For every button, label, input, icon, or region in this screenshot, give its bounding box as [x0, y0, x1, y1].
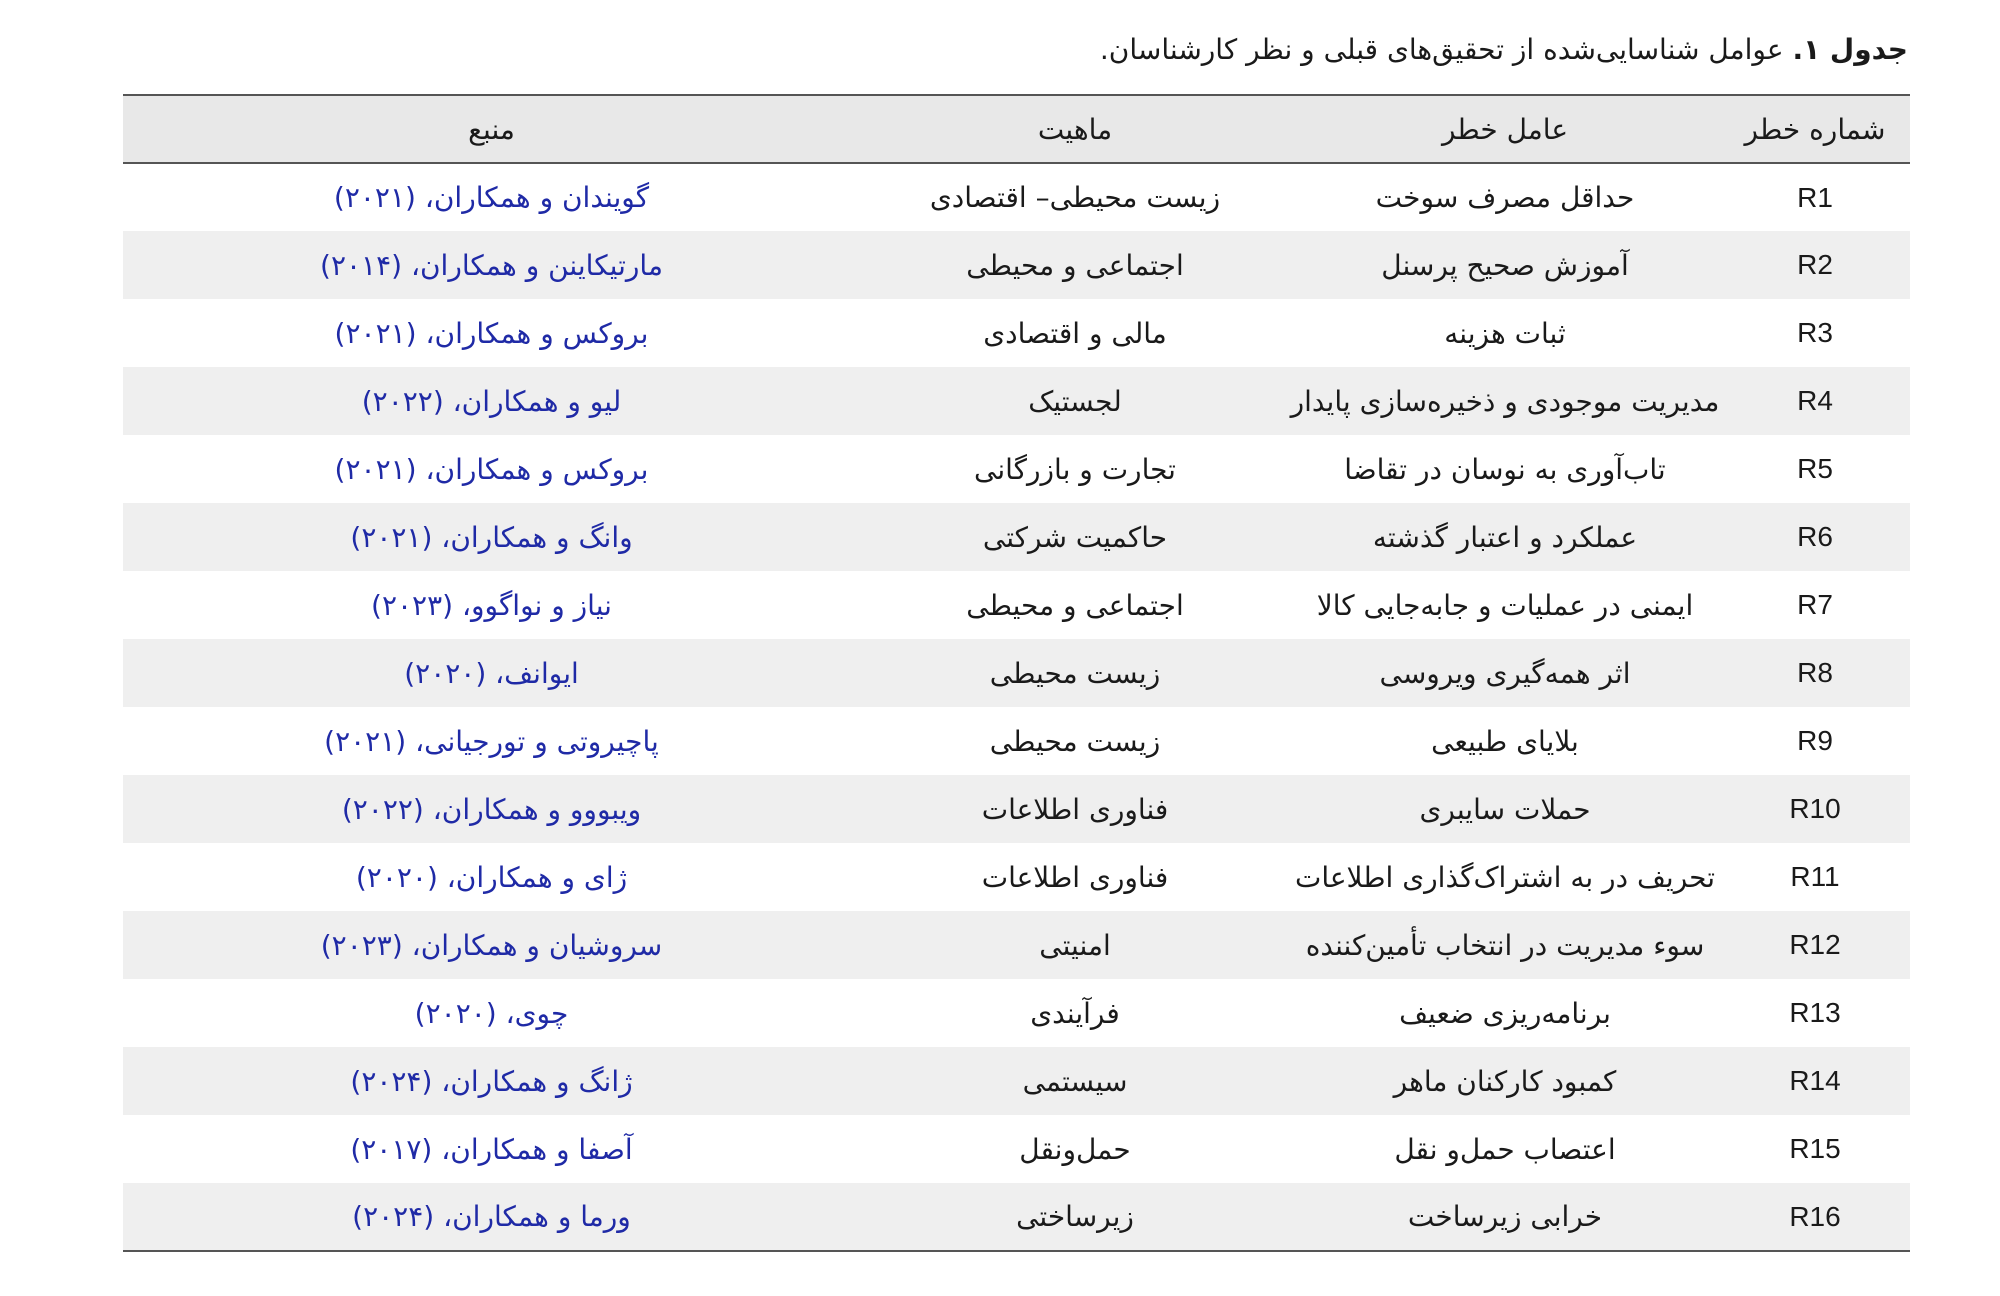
caption-text: عوامل شناسایی‌شده از تحقیق‌های قبلی و نظر کارشناسان.: [1099, 33, 1784, 66]
table-row: [123, 503, 1910, 571]
source-citation-link[interactable]: پاچیروتی و تورجیانی، (۲۰۲۱): [324, 724, 659, 758]
risk-number-cell: R7: [1797, 589, 1833, 620]
table-row: [123, 639, 1910, 707]
table-row: [123, 435, 1910, 503]
nature-cell: زیرساختی: [1016, 1200, 1134, 1233]
table-row: [123, 979, 1910, 1047]
source-citation-link[interactable]: لیو و همکاران، (۲۰۲۲): [361, 384, 622, 418]
table-row: [123, 231, 1910, 299]
source-citation-link[interactable]: وانگ و همکاران، (۲۰۲۱): [350, 520, 633, 554]
nature-cell: اجتماعی و محیطی: [966, 248, 1184, 282]
nature-cell: زیست محیطی: [989, 656, 1161, 690]
source-citation-link[interactable]: ویبووو و همکاران، (۲۰۲۲): [341, 792, 642, 826]
nature-cell: سیستمی: [1022, 1064, 1128, 1098]
risk-factor-cell: اعتصاب حمل‌و نقل: [1394, 1132, 1616, 1166]
risk-factor-cell: مدیریت موجودی و ذخیره‌سازی پایدار: [1290, 384, 1720, 418]
risk-factor-cell: سوء مدیریت در انتخاب تأمین‌کننده: [1305, 928, 1705, 962]
risk-factor-cell: اثر همه‌گیری ویروسی: [1379, 656, 1631, 690]
table-row: [123, 1183, 1910, 1251]
table-row: [123, 707, 1910, 775]
risk-factor-cell: بلایای طبیعی: [1431, 724, 1579, 758]
nature-cell: حمل‌ونقل: [1019, 1132, 1131, 1166]
nature-cell: زیست محیطی– اقتصادی: [929, 181, 1221, 214]
risk-factor-cell: تحریف در به اشتراک‌گذاری اطلاعات: [1294, 860, 1716, 894]
nature-cell: امنیتی: [1039, 928, 1111, 962]
risk-number-cell: R1: [1797, 181, 1833, 213]
risk-number-cell: R6: [1797, 521, 1833, 552]
risk-number-cell: R16: [1789, 1200, 1841, 1232]
nature-cell: حاکمیت شرکتی: [982, 520, 1168, 554]
table-row: [123, 911, 1910, 979]
risk-number-cell: R8: [1797, 657, 1833, 688]
nature-cell: مالی و اقتصادی: [983, 316, 1167, 350]
nature-cell: فرآیندی: [1030, 996, 1120, 1030]
risk-factor-cell: حملات سایبری: [1419, 792, 1591, 826]
risk-number-cell: R2: [1797, 249, 1833, 280]
risk-number-cell: R5: [1797, 453, 1833, 484]
source-citation-link[interactable]: ایوانف، (۲۰۲۰): [404, 656, 579, 690]
risk-factor-cell: ثبات هزینه: [1444, 316, 1566, 350]
nature-cell: فناوری اطلاعات: [981, 860, 1169, 894]
risk-factors-table: [123, 94, 1910, 1252]
nature-cell: زیست محیطی: [989, 724, 1161, 758]
source-citation-link[interactable]: ژانگ و همکاران، (۲۰۲۴): [350, 1064, 633, 1098]
risk-number-cell: R13: [1789, 997, 1841, 1028]
risk-number-cell: R3: [1797, 317, 1833, 348]
source-citation-link[interactable]: نیاز و نواگوو، (۲۰۲۳): [371, 588, 612, 622]
table-caption: [408, 28, 1908, 72]
table-header: [123, 95, 1910, 163]
table-body: [123, 163, 1910, 1251]
risk-factor-cell: آموزش صحیح پرسنل: [1381, 248, 1629, 282]
source-citation-link[interactable]: بروکس و همکاران، (۲۰۲۱): [334, 316, 649, 350]
source-citation-link[interactable]: آصفا و همکاران، (۲۰۱۷): [350, 1132, 633, 1166]
risk-number-cell: R15: [1789, 1133, 1841, 1164]
nature-cell: لجستیک: [1028, 384, 1122, 418]
risk-factor-cell: تاب‌آوری به نوسان در تقاضا: [1344, 452, 1666, 486]
caption-label: جدول ۱.: [1792, 33, 1908, 66]
risk-factor-cell: ایمنی در عملیات و جابه‌جایی کالا: [1316, 588, 1694, 622]
risk-factor-cell: خرابی زیرساخت: [1407, 1200, 1603, 1233]
risk-number-cell: R10: [1789, 793, 1841, 824]
risk-number-cell: R12: [1789, 929, 1841, 960]
source-citation-link[interactable]: ورما و همکاران، (۲۰۲۴): [352, 1200, 631, 1233]
risk-factor-cell: حداقل مصرف سوخت: [1375, 181, 1635, 214]
risk-factor-cell: کمبود کارکنان ماهر: [1393, 1064, 1617, 1098]
source-citation-link[interactable]: مارتیکاینن و همکاران، (۲۰۱۴): [320, 248, 663, 282]
table-row: [123, 163, 1910, 231]
source-citation-link[interactable]: سروشیان و همکاران، (۲۰۲۳): [320, 928, 663, 962]
header-risk-number: شماره خطر: [1744, 112, 1886, 146]
risk-factors-table-container: [123, 94, 1910, 1252]
source-citation-link[interactable]: چوی، (۲۰۲۰): [414, 996, 569, 1030]
header-row: [123, 95, 1910, 163]
nature-cell: تجارت و بازرگانی: [974, 452, 1176, 486]
header-risk-factor: عامل خطر: [1441, 112, 1569, 146]
source-citation-link[interactable]: بروکس و همکاران، (۲۰۲۱): [334, 452, 649, 486]
risk-number-cell: R9: [1797, 725, 1833, 756]
risk-factor-cell: برنامه‌ریزی ضعیف: [1399, 996, 1611, 1030]
table-row: [123, 775, 1910, 843]
table-row: [123, 1047, 1910, 1115]
source-citation-link[interactable]: گویندان و همکاران، (۲۰۲۱): [333, 181, 650, 214]
header-source: منبع: [468, 112, 515, 146]
table-row: [123, 367, 1910, 435]
risk-number-cell: R4: [1797, 385, 1833, 416]
table-row: [123, 843, 1910, 911]
table-row: [123, 571, 1910, 639]
source-citation-link[interactable]: ژای و همکاران، (۲۰۲۰): [355, 860, 628, 894]
table-row: [123, 299, 1910, 367]
risk-factor-cell: عملکرد و اعتبار گذشته: [1372, 520, 1638, 554]
risk-number-cell: R14: [1789, 1065, 1841, 1096]
nature-cell: اجتماعی و محیطی: [966, 588, 1184, 622]
table-row: [123, 1115, 1910, 1183]
risk-number-cell: R11: [1790, 861, 1840, 892]
nature-cell: فناوری اطلاعات: [981, 792, 1169, 826]
header-nature: ماهیت: [1037, 112, 1113, 146]
